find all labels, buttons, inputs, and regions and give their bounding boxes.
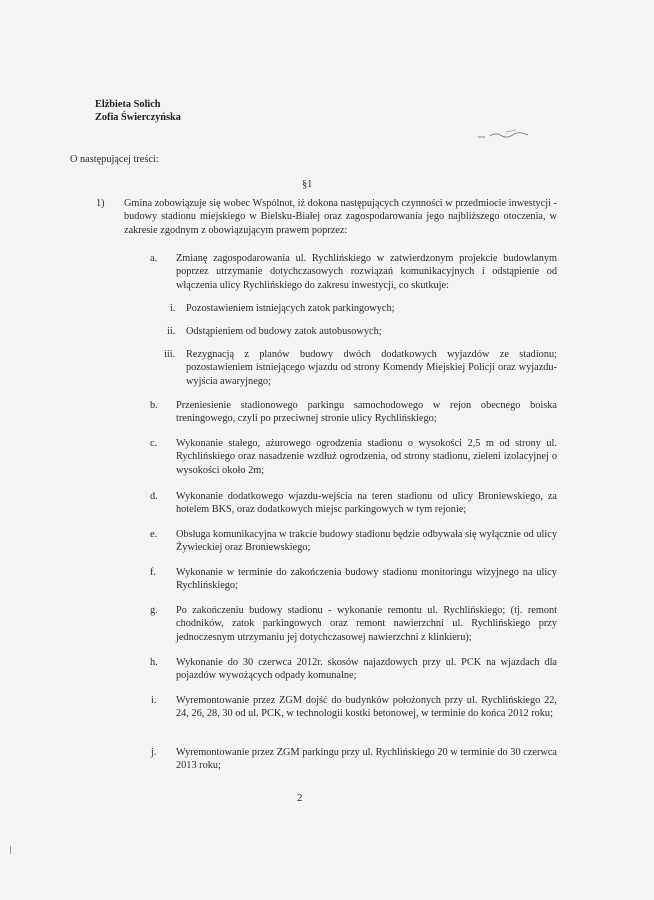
subitem-ii-label: ii.	[167, 326, 176, 337]
subitem-i-label: i.	[170, 303, 176, 314]
item-i-text: Wyremontowanie przez ZGM dojść do budynków położonych przy ul. Rychlińskiego 22, 24, 26, 28, 30 od ul. PCK, w technologii kostki betonowej, w terminie do końca 2012 roku;	[176, 695, 557, 720]
signatory-1: Elżbieta Solich	[95, 99, 161, 110]
item-b-text: Przeniesienie stadionowego parkingu samochodowego w rejon obecnego boiska treningowego, czyli po przeciwnej stronie ulicy Rychlińskiego;	[176, 400, 557, 425]
item-g-label: g.	[150, 605, 158, 616]
intro-text: O następującej treści:	[70, 154, 159, 165]
subitem-ii-text: Odstąpieniem od budowy zatok autobusowych;	[186, 326, 382, 337]
item-e-text: Obsługa komunikacyjna w trakcie budowy stadionu będzie odbywała się wyłącznie od ulicy Żywieckiej oraz Broniewskiego;	[176, 529, 557, 554]
item-d-label: d.	[150, 491, 158, 502]
item-h-text: Wykonanie do 30 czerwca 2012r. skosów najazdowych przy ul. PCK na wjazdach dla pojazdów wywożących odpady komunalne;	[176, 657, 557, 682]
subitem-iii-text: Rezygnacją z planów budowy dwóch dodatkowych wyjazdów ze stadionu; pozostawieniem istniejącego wjazdu od strony Komendy Miejskiej Policji oraz wyjazdu-wyjścia awaryjnego;	[186, 349, 557, 387]
item-g-text: Po zakończeniu budowy stadionu - wykonanie remontu ul. Rychlińskiego; (tj. remont chodników, zatok parkingowych oraz remont nawierzchni ul. Rychlińskiego przy jednoczesnym utrzymaniu jej dotychczasowej nawierzchni z klinkieru);	[176, 605, 557, 643]
item-c-label: c.	[150, 438, 158, 449]
item-h-label: h.	[150, 657, 158, 668]
subitem-i-text: Pozostawieniem istniejących zatok parkingowych;	[186, 303, 395, 314]
item-j-text: Wyremontowanie przez ZGM parkingu przy ul. Rychlińskiego 20 w terminie do 30 czerwca 2013 roku;	[176, 747, 557, 772]
item-f-label: f.	[150, 567, 157, 578]
item-a-text: Zmianę zagospodarowania ul. Rychlińskiego w zatwierdzonym projekcie budowlanym poprzez utrzymanie dotychczasowych rozwiązań komunikacyjnych i odstąpienie od włączenia ulicy Rychlińskiego do zakresu inwestycji, co skutkuje:	[176, 253, 557, 291]
item-c-text: Wykonanie stałego, ażurowego ogrodzenia stadionu o wysokości 2,5 m od strony ul. Rychlińskiego oraz nasadzenie wzdłuż ogrodzenia, od strony stadionu, zieleni izolacyjnej o wysokości około 2m;	[176, 438, 557, 476]
section-mark: §1	[302, 179, 313, 190]
item-1-text: Gmina zobowiązuje się wobec Wspólnot, iż dokona następujących czynności w przedmiocie inwestycji - budowy stadionu miejskiego w Bielsku-Białej oraz zagospodarowania jego najbliższego otoczenia, w zakresie zgodnym z obowiązującym prawem poprzez:	[124, 198, 558, 236]
item-f-text: Wykonanie w terminie do zakończenia budowy stadionu monitoringu wizyjnego na ulicy Rychlińskiego;	[176, 567, 557, 592]
signatory-2: Zofia Świerczyńska	[95, 112, 181, 123]
item-e-label: e.	[150, 529, 158, 540]
item-j-label: j.	[151, 747, 157, 758]
item-d-text: Wykonanie dodatkowego wjazdu-wejścia na teren stadionu od ulicy Broniewskiego, za hotelem BKS, oraz dodatkowych miejsc parkingowych w tym rejonie;	[176, 491, 557, 516]
item-1-label: 1)	[96, 198, 105, 209]
subitem-iii-label: iii.	[164, 349, 176, 360]
scan-mark	[10, 846, 11, 854]
item-a-label: a.	[150, 253, 158, 264]
item-i-label: i.	[151, 695, 157, 706]
page-number: 2	[297, 792, 303, 804]
item-b-label: b.	[150, 400, 158, 411]
handwritten-mark	[476, 128, 532, 142]
